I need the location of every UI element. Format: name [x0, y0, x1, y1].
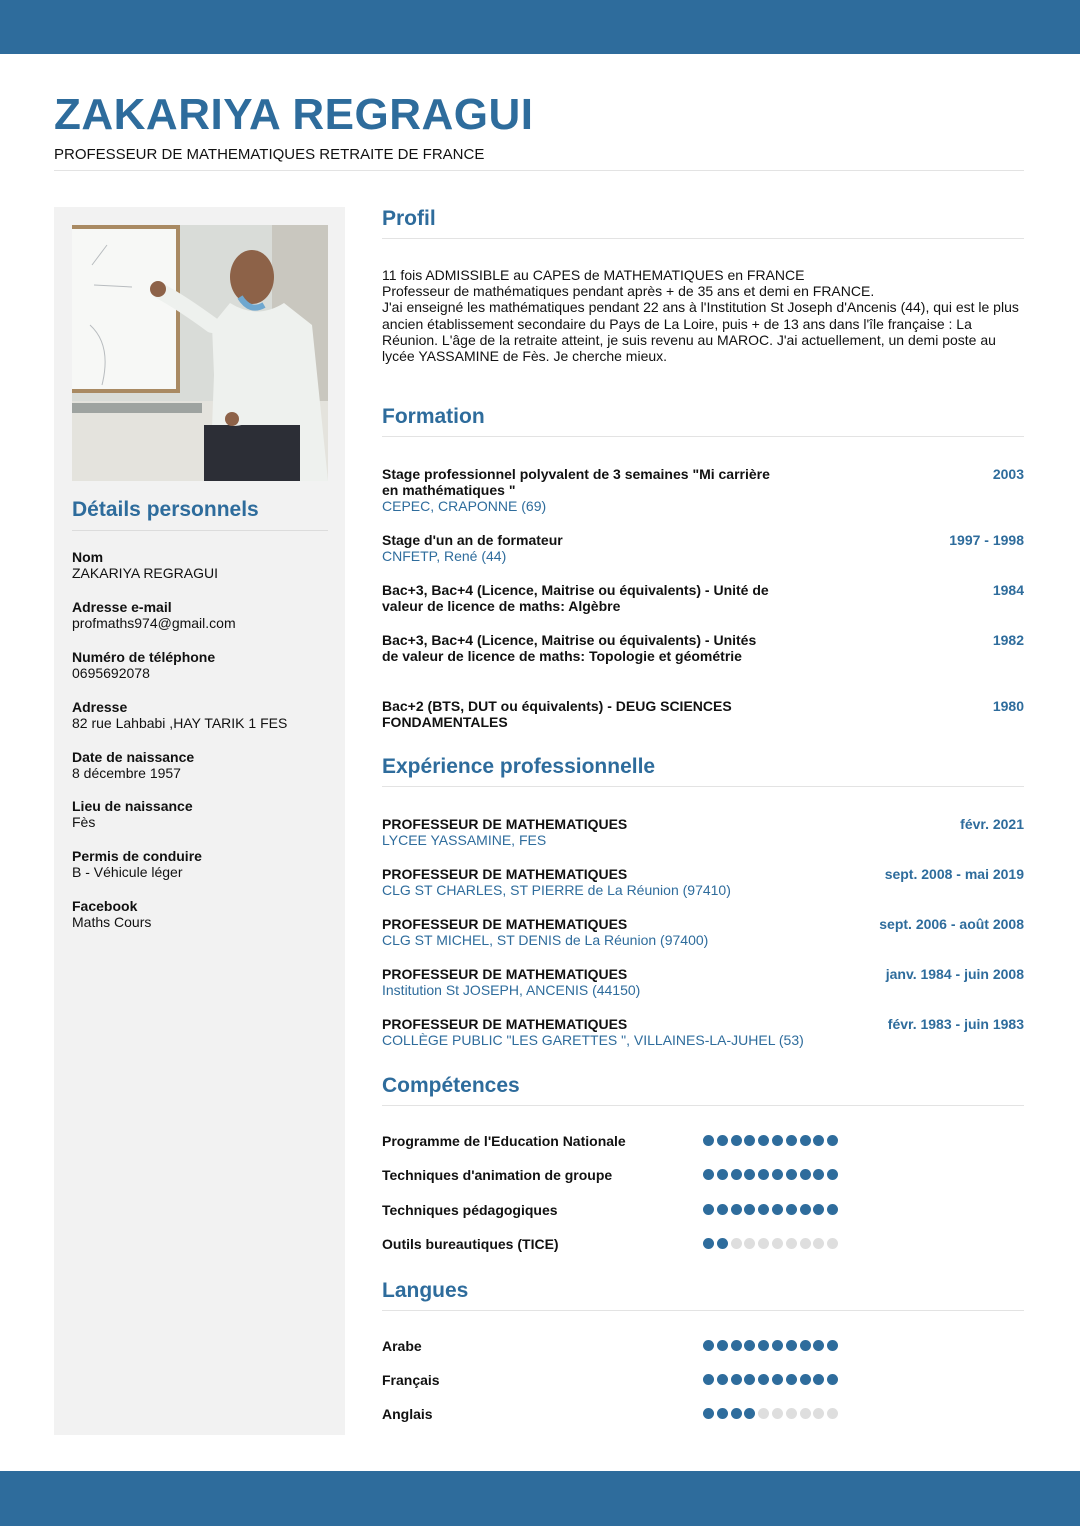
experience-heading: Expérience professionnelle: [382, 755, 656, 778]
job-employer: CLG ST MICHEL, ST DENIS de La Réunion (97400): [382, 932, 709, 948]
cv-subtitle: PROFESSEUR DE MATHEMATIQUES RETRAITE DE FRANCE: [54, 146, 485, 163]
detail-label: Lieu de naissance: [72, 798, 193, 814]
formation-institution: CNFETP, René (44): [382, 548, 507, 564]
rating-dot-filled: [731, 1340, 742, 1351]
rating-dot-filled: [703, 1408, 714, 1419]
rating-dot-empty: [786, 1408, 797, 1419]
job-employer: CLG ST CHARLES, ST PIERRE de La Réunion (97410): [382, 882, 731, 898]
header-divider: [54, 170, 1024, 171]
detail-birth-date: [72, 749, 332, 781]
profile-divider: [382, 238, 1024, 239]
top-band: [0, 0, 1080, 54]
rating-dot-empty: [758, 1408, 769, 1419]
rating-dot-filled: [717, 1169, 728, 1180]
rating-dot-filled: [786, 1374, 797, 1385]
rating-dot-filled: [772, 1204, 783, 1215]
languages-divider: [382, 1310, 1024, 1311]
job-title: PROFESSEUR DE MATHEMATIQUES: [382, 916, 628, 932]
rating-dot-filled: [827, 1135, 838, 1146]
rating-dot-filled: [703, 1238, 714, 1249]
job-title: PROFESSEUR DE MATHEMATIQUES: [382, 866, 628, 882]
skills-divider: [382, 1105, 1024, 1106]
language-rating: [703, 1408, 841, 1420]
detail-label: Adresse e-mail: [72, 599, 172, 615]
rating-dot-filled: [800, 1374, 811, 1385]
detail-name: [72, 549, 332, 581]
formation-date: 1980: [992, 698, 1024, 714]
formation-entry: [382, 466, 1024, 514]
profile-line: J'ai enseigné les mathématiques pendant 22 ans à l'Institution St Joseph d'Ancenis (44), qui est le plus ancien établissement secondaire du Pays de La Loire, puis + de 13 ans dans l'île française : La Réunion. L'âge de la retraite atteint, je suis revenu au MAROC. J'ai actuellement, un demi poste au lycée YASSAMINE de Fès. Je cherche mieux.: [382, 299, 1019, 365]
experience-divider: [382, 786, 1024, 787]
experience-entry: [382, 966, 1024, 998]
experience-entry: [382, 816, 1024, 848]
formation-title: Stage professionnel polyvalent de 3 semaines "Mi carrière en mathématiques ": [382, 466, 770, 498]
detail-value: 8 décembre 1957: [72, 765, 181, 781]
job-title: PROFESSEUR DE MATHEMATIQUES: [382, 816, 628, 832]
rating-dot-empty: [827, 1238, 838, 1249]
rating-dot-filled: [717, 1204, 728, 1215]
rating-dot-filled: [813, 1169, 824, 1180]
experience-entry: [382, 1016, 1024, 1048]
language-row: [382, 1405, 1024, 1423]
skill-row: [382, 1166, 1024, 1184]
rating-dot-filled: [744, 1340, 755, 1351]
rating-dot-filled: [827, 1204, 838, 1215]
skill-rating: [703, 1135, 841, 1147]
job-date: janv. 1984 - juin 2008: [885, 966, 1024, 982]
rating-dot-filled: [731, 1374, 742, 1385]
skill-row: [382, 1201, 1024, 1219]
language-label: Français: [382, 1372, 440, 1388]
experience-entry: [382, 916, 1024, 948]
rating-dot-filled: [772, 1169, 783, 1180]
rating-dot-filled: [744, 1135, 755, 1146]
language-rating: [703, 1374, 841, 1386]
detail-address: [72, 699, 332, 731]
detail-phone: [72, 649, 332, 681]
experience-entry: [382, 866, 1024, 898]
rating-dot-filled: [717, 1238, 728, 1249]
rating-dot-filled: [717, 1135, 728, 1146]
rating-dot-filled: [800, 1169, 811, 1180]
detail-license: [72, 848, 332, 880]
rating-dot-filled: [717, 1408, 728, 1419]
rating-dot-filled: [703, 1374, 714, 1385]
formation-entry: [382, 632, 1024, 664]
rating-dot-empty: [758, 1238, 769, 1249]
languages-heading: Langues: [382, 1279, 469, 1302]
rating-dot-filled: [813, 1135, 824, 1146]
rating-dot-empty: [772, 1238, 783, 1249]
skill-rating: [703, 1169, 841, 1181]
skill-label: Techniques pédagogiques: [382, 1202, 558, 1218]
job-employer: COLLÈGE PUBLIC "LES GARETTES ", VILLAINES-LA-JUHEL (53): [382, 1032, 804, 1048]
rating-dot-filled: [786, 1169, 797, 1180]
detail-value: Maths Cours: [72, 914, 152, 930]
job-date: févr. 1983 - juin 1983: [887, 1016, 1024, 1032]
cv-name: ZAKARIYA REGRAGUI: [54, 90, 534, 139]
rating-dot-filled: [731, 1169, 742, 1180]
detail-label: Numéro de téléphone: [72, 649, 216, 665]
detail-label: Permis de conduire: [72, 848, 202, 864]
skill-row: [382, 1235, 1024, 1253]
rating-dot-filled: [827, 1169, 838, 1180]
rating-dot-empty: [827, 1408, 838, 1419]
rating-dot-filled: [827, 1340, 838, 1351]
job-date: sept. 2008 - mai 2019: [884, 866, 1024, 882]
formation-title: Bac+3, Bac+4 (Licence, Maitrise ou équivalents) - Unités de valeur de licence de maths: Topologie et géométrie: [382, 632, 757, 664]
language-rating: [703, 1340, 841, 1352]
formation-institution: CEPEC, CRAPONNE (69): [382, 498, 547, 514]
rating-dot-filled: [758, 1340, 769, 1351]
rating-dot-filled: [731, 1204, 742, 1215]
rating-dot-filled: [731, 1408, 742, 1419]
formation-entry: [382, 582, 1024, 614]
rating-dot-filled: [758, 1374, 769, 1385]
rating-dot-filled: [827, 1374, 838, 1385]
rating-dot-filled: [800, 1340, 811, 1351]
rating-dot-filled: [772, 1340, 783, 1351]
detail-label: Adresse: [72, 699, 128, 715]
rating-dot-empty: [731, 1238, 742, 1249]
rating-dot-empty: [813, 1408, 824, 1419]
language-label: Arabe: [382, 1338, 422, 1354]
job-title: PROFESSEUR DE MATHEMATIQUES: [382, 966, 628, 982]
skill-rating: [703, 1204, 841, 1216]
detail-facebook: [72, 898, 332, 930]
skill-row: [382, 1132, 1024, 1150]
rating-dot-filled: [758, 1169, 769, 1180]
skill-label: Outils bureautiques (TICE): [382, 1236, 559, 1252]
detail-value: B - Véhicule léger: [72, 864, 183, 880]
profile-line: Professeur de mathématiques pendant après + de 35 ans et demi en FRANCE.: [382, 283, 875, 300]
rating-dot-filled: [717, 1340, 728, 1351]
skill-label: Techniques d'animation de groupe: [382, 1167, 613, 1183]
language-label: Anglais: [382, 1406, 433, 1422]
rating-dot-empty: [744, 1238, 755, 1249]
rating-dot-filled: [800, 1204, 811, 1215]
job-employer: Institution St JOSEPH, ANCENIS (44150): [382, 982, 641, 998]
detail-label: Date de naissance: [72, 749, 195, 765]
rating-dot-filled: [703, 1340, 714, 1351]
detail-birth-place: [72, 798, 332, 830]
job-employer: LYCEE YASSAMINE, FES: [382, 832, 547, 848]
skill-rating: [703, 1238, 841, 1250]
job-date: sept. 2006 - août 2008: [879, 916, 1024, 932]
formation-title: Stage d'un an de formateur: [382, 532, 563, 548]
rating-dot-filled: [786, 1340, 797, 1351]
rating-dot-filled: [703, 1135, 714, 1146]
rating-dot-filled: [786, 1135, 797, 1146]
language-row: [382, 1337, 1024, 1355]
detail-value: 0695692078: [72, 665, 150, 681]
rating-dot-filled: [744, 1374, 755, 1385]
skill-label: Programme de l'Education Nationale: [382, 1133, 626, 1149]
rating-dot-filled: [731, 1135, 742, 1146]
rating-dot-empty: [772, 1408, 783, 1419]
detail-label: Facebook: [72, 898, 138, 914]
formation-divider: [382, 436, 1024, 437]
rating-dot-filled: [772, 1135, 783, 1146]
rating-dot-empty: [800, 1408, 811, 1419]
detail-value: Fès: [72, 814, 96, 830]
language-row: [382, 1371, 1024, 1389]
detail-label: Nom: [72, 549, 104, 565]
detail-value: profmaths974@gmail.com: [72, 615, 236, 631]
rating-dot-filled: [800, 1135, 811, 1146]
rating-dot-filled: [772, 1374, 783, 1385]
profile-photo: [72, 225, 328, 481]
rating-dot-empty: [813, 1238, 824, 1249]
job-date: févr. 2021: [960, 816, 1024, 832]
rating-dot-filled: [744, 1169, 755, 1180]
rating-dot-filled: [703, 1169, 714, 1180]
sidebar-divider: [72, 530, 328, 531]
rating-dot-filled: [813, 1374, 824, 1385]
personal-details-heading: Détails personnels: [72, 498, 259, 521]
rating-dot-filled: [813, 1340, 824, 1351]
formation-entry: [382, 698, 1024, 730]
rating-dot-filled: [758, 1204, 769, 1215]
rating-dot-filled: [758, 1135, 769, 1146]
formation-date: 2003: [992, 466, 1024, 482]
profile-heading: Profil: [382, 207, 436, 230]
bottom-band: [0, 1471, 1080, 1526]
formation-title: Bac+2 (BTS, DUT ou équivalents) - DEUG SCIENCES FONDAMENTALES: [382, 698, 732, 730]
detail-value: ZAKARIYA REGRAGUI: [72, 565, 218, 581]
rating-dot-filled: [813, 1204, 824, 1215]
skills-heading: Compétences: [382, 1074, 520, 1097]
formation-entry: [382, 532, 1024, 564]
rating-dot-filled: [717, 1374, 728, 1385]
formation-date: 1997 - 1998: [949, 532, 1024, 548]
profile-line: 11 fois ADMISSIBLE au CAPES de MATHEMATIQUES en FRANCE: [382, 267, 805, 283]
rating-dot-filled: [744, 1204, 755, 1215]
sidebar: [54, 207, 345, 1435]
rating-dot-filled: [703, 1204, 714, 1215]
formation-date: 1984: [992, 582, 1024, 598]
rating-dot-empty: [786, 1238, 797, 1249]
detail-value: 82 rue Lahbabi ,HAY TARIK 1 FES: [72, 715, 288, 731]
formation-title: Bac+3, Bac+4 (Licence, Maitrise ou équivalents) - Unité de valeur de licence de maths: Algèbre: [382, 582, 769, 614]
rating-dot-filled: [786, 1204, 797, 1215]
job-title: PROFESSEUR DE MATHEMATIQUES: [382, 1016, 628, 1032]
profile-text: [382, 267, 1027, 364]
rating-dot-empty: [800, 1238, 811, 1249]
rating-dot-filled: [744, 1408, 755, 1419]
formation-heading: Formation: [382, 405, 485, 428]
detail-email: [72, 599, 332, 631]
formation-date: 1982: [992, 632, 1024, 648]
